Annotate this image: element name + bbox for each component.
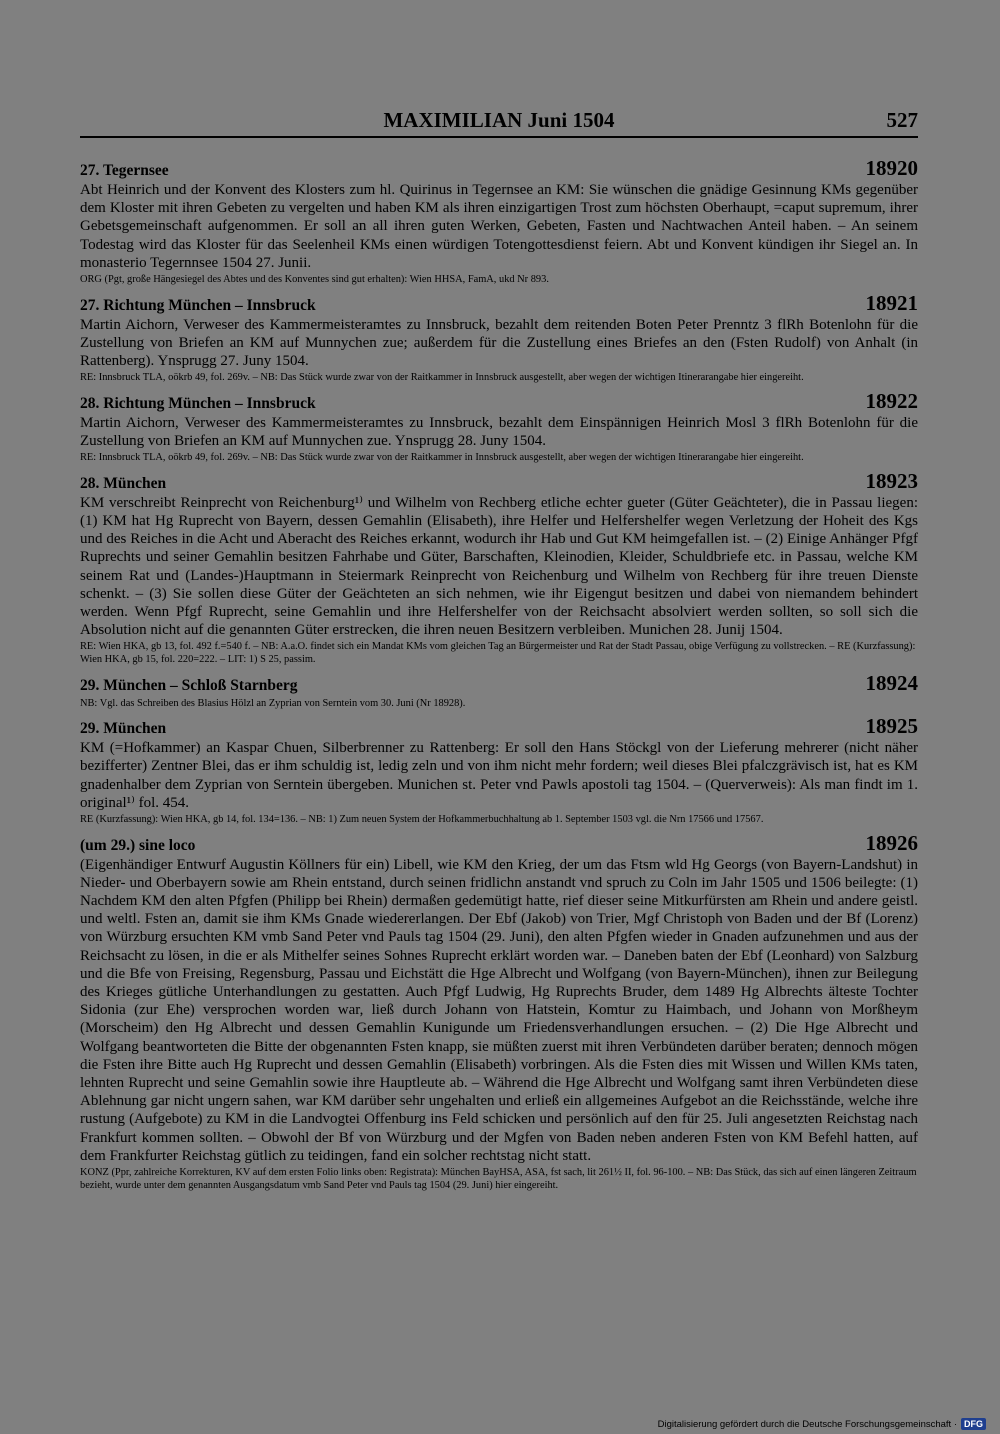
- entry-note: RE: Wien HKA, gb 13, fol. 492 f.=540 f. – NB: A.a.O. findet sich ein Mandat KMs vom gleichen Tag an Bürgermeister und Rat der Stadt Passau, obige Verfügung zu vollstrecken. – RE (Kurzfassung): Wien HKA, gb 15, fol. 220=222. – LIT: 1) S 25, passim.: [80, 641, 916, 666]
- regest-entry: [80, 290, 918, 385]
- dfg-logo: DFG: [961, 1418, 986, 1430]
- running-header: [80, 108, 918, 138]
- entry-heading: 29. München – Schloß Starnberg: [80, 676, 298, 694]
- entry-heading: 28. Richtung München – Innsbruck: [80, 394, 316, 412]
- entry-body: Martin Aichorn, Verweser des Kammermeisteramtes zu Innsbruck, bezahlt dem Einspännigen Heinrich Mosl 3 flRh Botenlohn für die Zustellung von Briefen an KM auf Munnychen zue. Ynsprugg 28. Juny 1504.: [80, 414, 918, 450]
- entry-number: 18926: [865, 830, 918, 855]
- entry-heading: 29. München: [80, 720, 167, 738]
- entry-number: 18924: [865, 670, 918, 695]
- entry-header: [80, 388, 918, 414]
- running-title: MAXIMILIAN Juni 1504: [383, 108, 615, 132]
- entry-number: 18920: [865, 156, 918, 180]
- entry-header: [80, 158, 918, 181]
- footer-text: Digitalisierung gefördert durch die Deutsche Forschungsgemeinschaft ·: [657, 1418, 957, 1430]
- regest-entry: [80, 670, 918, 711]
- regest-entry: [80, 716, 918, 826]
- funding-footer: [658, 1418, 986, 1430]
- entry-body: Abt Heinrich und der Konvent des Klosters zum hl. Quirinus in Tegernsee an KM: Sie wünschen die gnädige Gesinnung KMs gegenüber dem Kloster mit ihren Gebeten zu vergelten und haben KM als ihren einzigartigen Trost zum höchsten Oberhaupt, =caput supremum, ihrer Gebetsgemeinschaft aufgenommen. Er soll an all ihren guten Werken, Gebeten, Fasten und Nachtwachen Anteil haben. – An seinem Todestag wird das Kloster für das Seelenheil KMs einen würdigen Totengottesdienst feiern. Abt und Konvent kündigen ihr Siegel an. In monasterio Tegernnsee 1504 27. Junii.: [80, 182, 918, 271]
- entry-heading: 28. München: [80, 474, 167, 492]
- entry-note: KONZ (Ppr, zahlreiche Korrekturen, KV auf dem ersten Folio links oben: Registrata): München BayHSA, ASA, fst sach, lit 261½ II, fol. 96-100. – NB: Das Stück, das sich auf einen längeren Zeitraum bezieht, wurde unter dem genannten Ausgangsdatum vmb Sand Peter vnd Pauls tag 1504 (29. Juni) hier eingereiht.: [80, 1167, 917, 1191]
- regest-entry: [80, 830, 918, 1193]
- entry-number: 18925: [865, 714, 918, 739]
- regest-entry: [80, 158, 918, 287]
- entry-header: [80, 830, 918, 856]
- entry-body: (Eigenhändiger Entwurf Augustin Köllners für ein) Libell, wie KM den Krieg, der um das Ftsm wld Hg Georgs (von Bayern-Landshut) in Nieder- und Oberbayern sowie am Rhein entstand, durch seinen fridlichn anstandt vnd spruch zu Coln im Jahr 1505 und 1506 beilegte: (1) Nachdem KM den alten Pfgfen (Philipp bei Rhein) dermaßen gedemütigt hatte, rief dieser seine Mitkurfürsten am Rhein und andere geistl. und weltl. Fsten an, damit sie ihm KMs Gnade wiedererlangen. Der Ebf (Jakob) von Trier, Mgf Christoph von Baden und der Bf (Lorenz) von Würzburg ersuchten KM vmb Sand Peter vnd Pauls tag 1504 (29. Juni), den alten Pfgfen wieder in Gnaden aufzunehmen und aus der Reichsacht zu lösen, in die er als Mithelfer seines Sohnes Ruprecht erklärt worden war. – Daneben baten der Ebf (Leonhard) von Salzburg und die Bfe von Freising, Regensburg, Passau und Eichstätt die Hge Albrecht und Wolfgang (von Bayern-München), ihnen zur Beilegung des Krieges gütliche Unterhandlungen zu gestatten. Auch Pfgf Ludwig, Hg Ruprechts Bruder, dem 1489 Hg Albrechts älteste Tochter Sidonia (zur Ehe) versprochen worden war, ließ durch Johann von Hatstein, Komtur zu Haimbach, und Johann von Morßheym (Morscheim) den Hg Albrecht und dessen Gemahlin Kunigunde um Friedensverhandlungen ersuchen. – (2) Die Hge Albrecht und Wolfgang beantworteten die Bitte der obgenannten Fsten knapp, sie müßten zuerst mit ihren Verbündeten darüber beraten; dennoch mögen die Fsten ihre Bitte auch Hg Ruprecht und dessen Gemahlin (Elisabeth) vorbringen. Als die Fsten dies mit Wissen und Willen KMs taten, lehnten Ruprecht und seine Gemahlin sowie ihre Hauptleute ab. – Während die Hge Albrecht und Wolfgang samt ihren Verbündeten diese Ablehnung gar nicht ungern sahen, war KM darüber sehr ungehalten und erließ ein allgemeines Aufgebot an die Reichsstände, welche ihre rustung (Aufgebote) zu KM in die Landvogtei Offenburg ins Feld schicken und persönlich auf den für 25. Juli angesetzten Reichstag nach Frankfurt kommen sollten. – Obwohl der Bf von Würzburg und der Mgfen von Baden neben anderen Fsten von KM Befehl hatten, auf dem Frankfurter Reichstag gütlich zu teidingen, fand ein solcher rechtstag nicht statt.: [80, 856, 918, 1164]
- page-number: 527: [886, 108, 918, 132]
- entry-number: 18922: [865, 388, 918, 413]
- entry-note: RE: Innsbruck TLA, oökrb 49, fol. 269v. – NB: Das Stück wurde zwar von der Raitkammer in Innsbruck ausgestellt, aber wegen der wichtigen Itinerarangabe hier eingereiht.: [80, 372, 804, 384]
- entry-heading: 27. Richtung München – Innsbruck: [80, 296, 316, 314]
- entry-header: [80, 468, 918, 494]
- entry-number: 18921: [865, 290, 918, 315]
- entry-note: RE: Innsbruck TLA, oökrb 49, fol. 269v. – NB: Das Stück wurde zwar von der Raitkammer in Innsbruck ausgestellt, aber wegen der wichtigen Itinerarangabe hier eingereiht.: [80, 452, 804, 464]
- entry-note: RE (Kurzfassung): Wien HKA, gb 14, fol. 134=136. – NB: 1) Zum neuen System der Hofkammerbuchhaltung ab 1. September 1503 vgl. die Nrn 17566 und 17567.: [80, 814, 764, 826]
- entry-header: [80, 716, 918, 739]
- regest-list: [80, 158, 918, 1198]
- regest-entry: [80, 468, 918, 667]
- entry-body: KM (=Hofkammer) an Kaspar Chuen, Silberbrenner zu Rattenberg: Er soll den Hans Stöckgl von der Lieferung mehrerer (nicht näher bezifferter) Zentner Blei, das er ihm schuldig ist, ledig zeln und von ihm nicht mehr fordern; weil dieses Blei pfalczgrävisch ist, hat es KM gnadenhalber dem Zyprian von Serntein übergeben. Munichen st. Peter vnd Pawls apostoli tag 1504. – (Querverweis): Als man findt im 1. original¹⁾ fol. 454.: [80, 740, 918, 811]
- entry-heading: (um 29.) sine loco: [80, 836, 196, 854]
- entry-note: ORG (Pgt, große Hängesiegel des Abtes und des Konventes sind gut erhalten): Wien HHSA, FamA, ukd Nr 893.: [80, 274, 549, 286]
- entry-body: Martin Aichorn, Verweser des Kammermeisteramtes zu Innsbruck, bezahlt dem reitenden Boten Peter Prenntz 3 flRh Botenlohn für die Zustellung von Briefen an KM auf Munnychen zue; außerdem für die Zustellung eines Briefes an den (Fsten Rudolf) von Anhalt (in Rattenberg). Ynsprugg 27. Juny 1504.: [80, 316, 918, 370]
- entry-header: [80, 670, 918, 696]
- entry-note: NB: Vgl. das Schreiben des Blasius Hölzl an Zyprian von Serntein vom 30. Juni (Nr 18928).: [80, 697, 466, 709]
- entry-body: KM verschreibt Reinprecht von Reichenburg¹⁾ und Wilhelm von Rechberg etliche echter gueter (Güter Geächteter), die in Passau liegen: (1) KM hat Hg Ruprecht von Bayern, dessen Gemahlin (Elisabeth), ihre Helfer und Helfershelfer wegen Verletzung der Hoheit des Kgs und des Reiches in die Acht und Aberacht des Reiches erkannt, wodurch ihr Hab und Gut KM heimgefallen ist. – (2) Einige Anhänger Pfgf Ruprechts und seiner Gemahlin besitzen Fahrhabe und Güter, Barschaften, Kleinodien, Kleider, Schuldbriefe etc. in Passau, welche KM seinem Rat und (Landes-)Hauptmann in Steiermark Reinprecht von Reichenburg und Wilhelm von Rechberg für ihre treuen Dienste schenkt. – (3) Sie sollen diese Güter der Geächteten an sich nehmen, wie ihr Eigengut besitzen und dabei von niemandem behindert werden. Wenn Pfgf Ruprecht, seine Gemahlin und ihre Helfershelfer von der Reichsacht absolviert werden sollten, so soll sich die Absolution nicht auf die genannten Güter erstrecken, die ihren neuen Besitzern verbleiben. Munichen 28. Junij 1504.: [80, 494, 918, 639]
- regest-entry: [80, 388, 918, 465]
- entry-header: [80, 290, 918, 316]
- entry-number: 18923: [865, 468, 918, 493]
- entry-heading: 27. Tegernsee: [80, 162, 169, 179]
- header-rule: [80, 136, 918, 138]
